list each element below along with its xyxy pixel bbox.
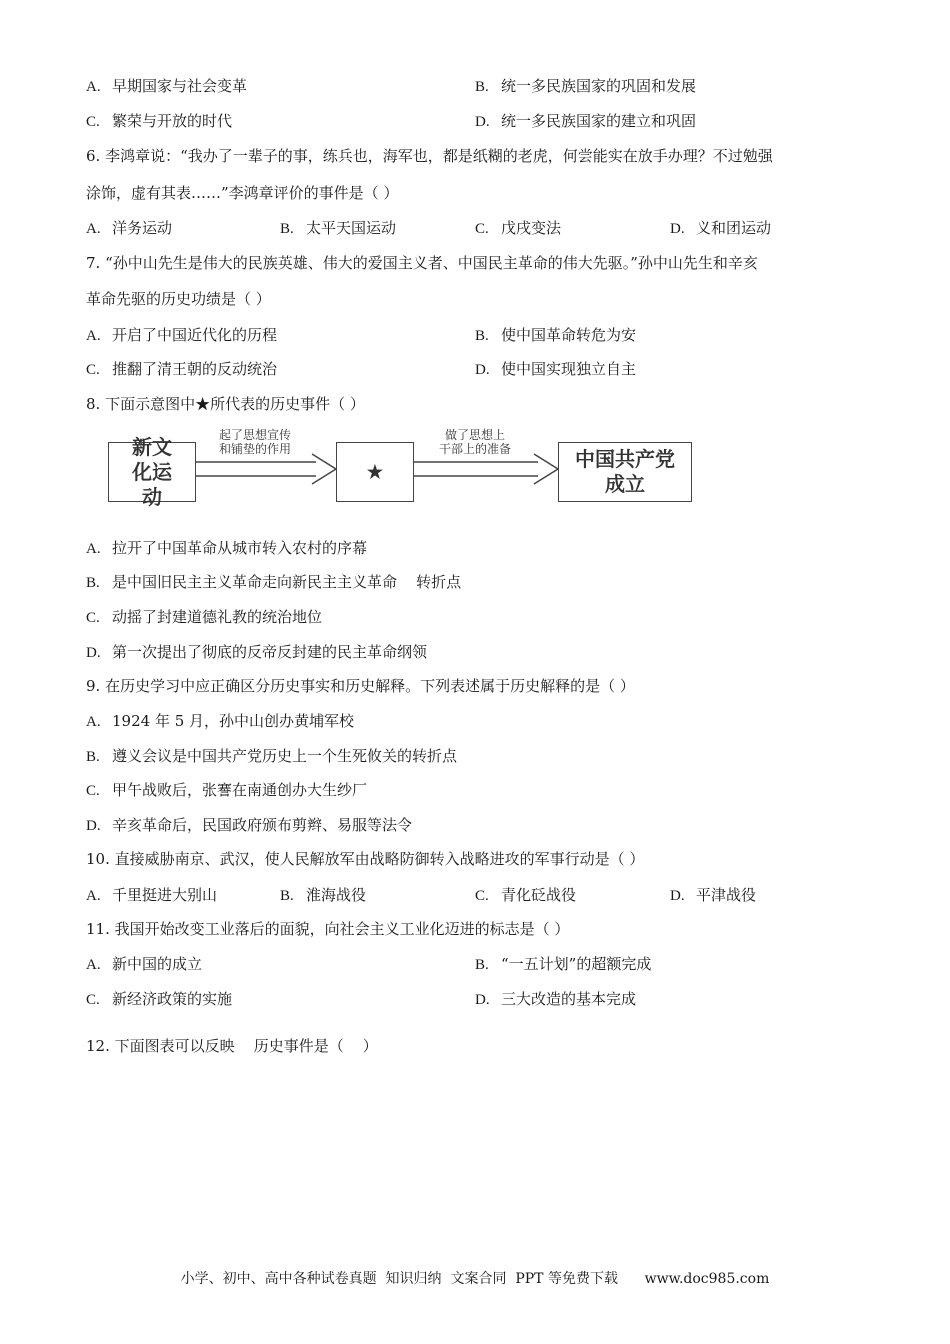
q10-option-c: C. 青化砭战役 [475, 886, 577, 904]
q11-option-c: C. 新经济政策的实施 [86, 990, 233, 1008]
q11-option-d: D. 三大改造的基本完成 [475, 990, 637, 1008]
q5-option-c: C. 繁荣与开放的时代 [86, 112, 233, 130]
diagram-box-new-culture: 新文化运动 [108, 442, 196, 502]
q7-option-c: C. 推翻了清王朝的反动统治 [86, 360, 278, 378]
q6-option-a: A. 洋务运动 [86, 219, 173, 237]
page-footer: 小学、初中、高中各种试卷真题 知识归纳 文案合同 PPT 等免费下载 www.doc985.com [180, 1271, 770, 1287]
q10-option-d: D. 平津战役 [670, 886, 757, 904]
q12-stem: 12. 下面图表可以反映 历史事件是（ ） [86, 1037, 378, 1055]
q11-option-b: B. “一五计划”的超额完成 [475, 955, 652, 973]
q6-option-c: C. 戊戌变法 [475, 219, 562, 237]
q9-option-d: D. 辛亥革命后，民国政府颁布剪辫、易服等法令 [86, 816, 413, 834]
q5-option-a: A. 早期国家与社会变革 [86, 77, 248, 95]
q7-stem-line1: 7. “孙中山先生是伟大的民族英雄、伟大的爱国主义者、中国民主革命的伟大先驱。”孙中山先生和辛亥 [86, 254, 758, 272]
diagram-box-cpc-founding: 中国共产党成立 [558, 442, 692, 502]
q11-stem: 11. 我国开始改变工业落后的面貌，向社会主义工业化迈进的标志是（ ） [86, 920, 570, 938]
arrow-1-caption: 起了思想宣传 和铺垫的作用 [218, 428, 291, 456]
q7-option-b: B. 使中国革命转危为安 [475, 326, 637, 344]
diagram-box-star [336, 442, 414, 502]
star-icon: ★ [366, 461, 384, 483]
arrow-2-icon [414, 454, 558, 484]
arrow-2-caption: 做了思想上 干部上的准备 [438, 428, 511, 456]
q8-option-b: B. 是中国旧民主主义革命走向新民主主义革命 转折点 [86, 573, 462, 591]
q9-option-a: A. 1924 年 5 月，孙中山创办黄埔军校 [86, 712, 355, 730]
q10-option-a: A. 千里挺进大别山 [86, 886, 218, 904]
q5-option-b: B. 统一多民族国家的巩固和发展 [475, 77, 697, 95]
q7-stem-line2: 革命先驱的历史功绩是（ ） [86, 290, 271, 308]
q11-option-a: A. 新中国的成立 [86, 955, 203, 973]
q8-stem: 8. 下面示意图中★所代表的历史事件（ ） [86, 395, 365, 413]
q6-option-b: B. 太平天国运动 [280, 219, 397, 237]
q6-stem-line1: 6. 李鸿章说：“我办了一辈子的事，练兵也，海军也，都是纸糊的老虎，何尝能实在放手办理？不过勉强 [86, 147, 773, 165]
q5-option-d: D. 统一多民族国家的建立和巩固 [475, 112, 697, 130]
q7-option-a: A. 开启了中国近代化的历程 [86, 326, 278, 344]
q9-option-c: C. 甲午战败后，张謇在南通创办大生纱厂 [86, 781, 368, 799]
q9-stem: 9. 在历史学习中应正确区分历史事实和历史解释。下列表述属于历史解释的是（ ） [86, 677, 635, 695]
q8-option-a: A. 拉开了中国革命从城市转入农村的序幕 [86, 539, 368, 557]
q6-stem-line2: 涂饰，虚有其表……”李鸿章评价的事件是（ ） [86, 184, 399, 202]
q8-flow-diagram [100, 424, 700, 514]
q7-option-d: D. 使中国实现独立自主 [475, 360, 637, 378]
q8-option-d: D. 第一次提出了彻底的反帝反封建的民主革命纲领 [86, 643, 428, 661]
q10-stem: 10. 直接威胁南京、武汉，使人民解放军由战略防御转入战略进攻的军事行动是（ ） [86, 850, 645, 868]
q9-option-b: B. 遵义会议是中国共产党历史上一个生死攸关的转折点 [86, 747, 458, 765]
q8-option-c: C. 动摇了封建道德礼教的统治地位 [86, 608, 323, 626]
q6-option-d: D. 义和团运动 [670, 219, 772, 237]
q10-option-b: B. 淮海战役 [280, 886, 367, 904]
arrow-1-icon [194, 454, 336, 484]
